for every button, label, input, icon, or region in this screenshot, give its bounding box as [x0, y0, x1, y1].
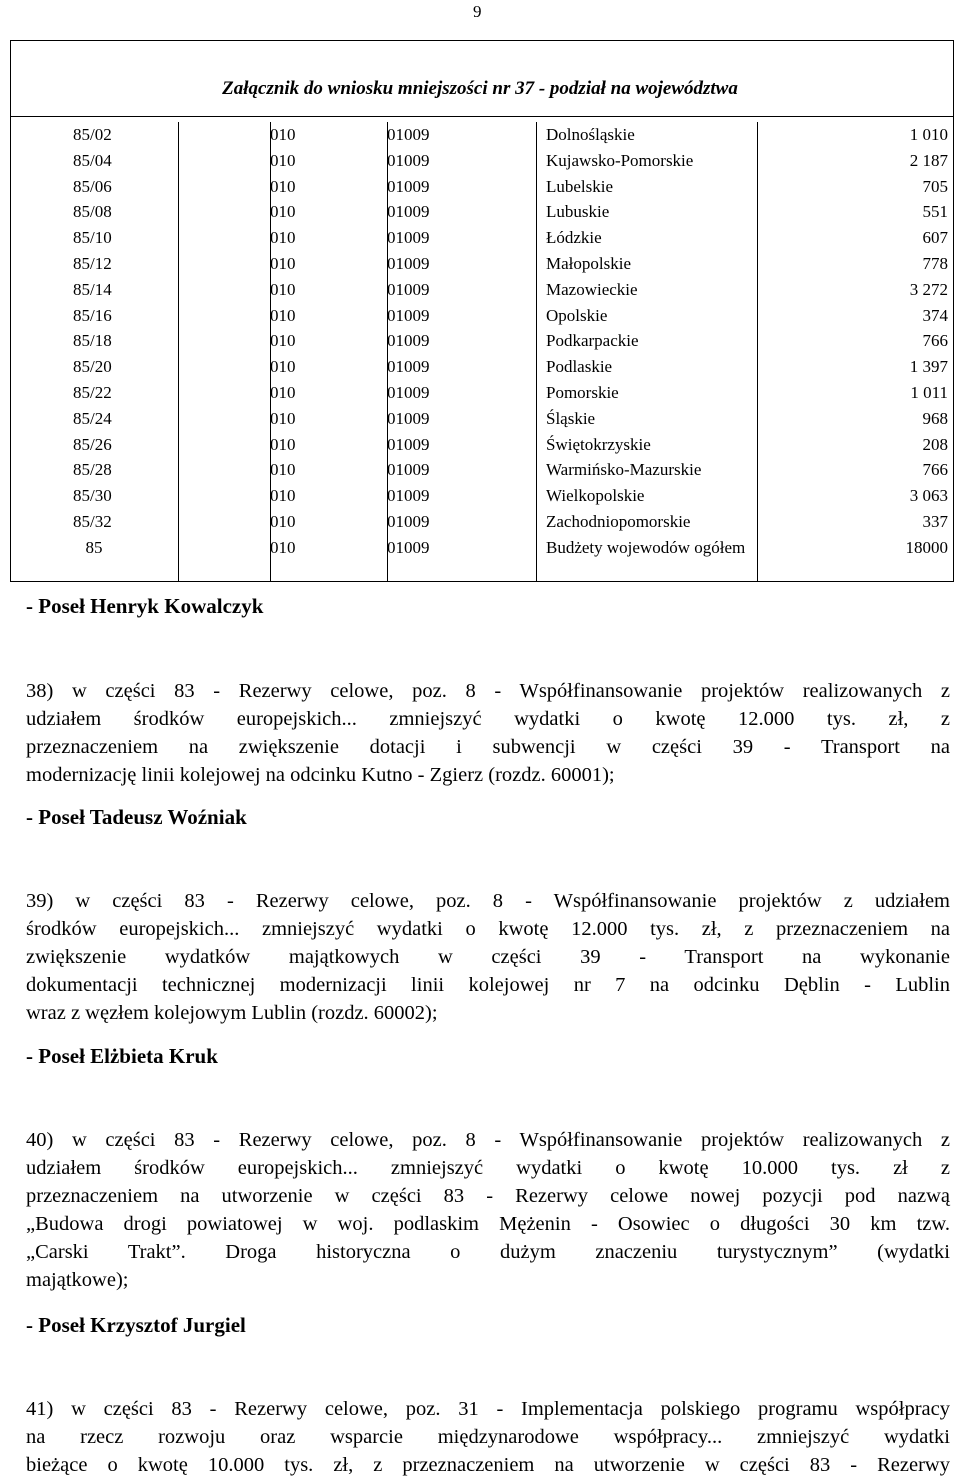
- cell-section: 010: [270, 253, 296, 273]
- cell-value: 1 010: [909, 125, 948, 144]
- cell-section: 010: [270, 202, 296, 222]
- cell-code: 85/30: [73, 486, 112, 506]
- cell-chapter: 01009: [387, 125, 430, 144]
- cell-chapter: 01009: [387, 176, 430, 196]
- table-row: [10, 432, 954, 458]
- cell-region: Warmińsko-Mazurskie: [546, 460, 702, 480]
- cell-section: 010: [270, 408, 296, 428]
- cell-chapter: 01009: [387, 460, 430, 480]
- paragraph-line: 39) w części 83 - Rezerwy celowe, poz. 8 - Współfinansowanie projektów z udziałem: [26, 890, 950, 912]
- cell-value: 968: [922, 408, 948, 428]
- cell-code: 85/04: [73, 150, 112, 170]
- cell-chapter: 01009: [387, 486, 430, 506]
- table-row: [10, 509, 954, 535]
- cell-section: 010: [270, 331, 296, 351]
- cell-code: 85/26: [73, 434, 112, 454]
- cell-section: 010: [270, 537, 296, 557]
- cell-chapter: 01009: [387, 331, 430, 351]
- cell-code: 85/18: [73, 331, 112, 351]
- cell-chapter: 01009: [387, 150, 430, 170]
- cell-value: 778: [922, 253, 948, 273]
- cell-region: Wielkopolskie: [546, 486, 645, 506]
- cell-chapter: 01009: [387, 537, 430, 557]
- cell-value: 607: [922, 228, 948, 248]
- cell-region: Podlaskie: [546, 357, 613, 377]
- cell-value: 208: [922, 434, 948, 454]
- speaker-name: - Poseł Krzysztof Jurgiel: [26, 1313, 246, 1337]
- paragraph-line: „Budowa drogi powiatowej w woj. podlaskim Mężenin - Osowiec o długości 30 km tzw.: [26, 1213, 950, 1235]
- paragraph-line: udziałem środków europejskich... zmniejszyć wydatki o kwotę 12.000 tys. zł, z: [26, 708, 950, 730]
- cell-code: 85/22: [73, 382, 112, 402]
- paragraph-line: środków europejskich... zmniejszyć wydatki o kwotę 12.000 tys. zł, z przeznaczeniem na: [26, 918, 950, 940]
- cell-region: Pomorskie: [546, 382, 619, 402]
- table-row: [10, 148, 954, 174]
- cell-section: 010: [270, 460, 296, 480]
- cell-value: 3 272: [909, 279, 948, 299]
- cell-code: 85/28: [73, 460, 112, 480]
- cell-section: 010: [270, 305, 296, 325]
- cell-value: 3 063: [909, 486, 948, 506]
- cell-value: 18000: [905, 537, 948, 557]
- cell-code: 85/24: [73, 408, 112, 428]
- table-row: [10, 457, 954, 483]
- table-row: [10, 303, 954, 329]
- paragraph-line: majątkowe);: [26, 1269, 129, 1291]
- cell-chapter: 01009: [387, 228, 430, 248]
- page-number: 9: [473, 2, 482, 21]
- table-row: [10, 174, 954, 200]
- paragraph-line: przeznaczeniem na zwiększenie dotacji i subwencji w części 39 - Transport na: [26, 736, 950, 758]
- cell-code: 85/02: [73, 125, 112, 144]
- paragraph-line: wraz z węzłem kolejowym Lublin (rozdz. 60002);: [26, 1002, 438, 1024]
- cell-code: 85: [85, 537, 103, 557]
- annex-title: Załącznik do wniosku mniejszości nr 37 - podział na województwa: [222, 78, 738, 99]
- cell-chapter: 01009: [387, 434, 430, 454]
- cell-section: 010: [270, 486, 296, 506]
- cell-chapter: 01009: [387, 357, 430, 377]
- cell-region: Budżety wojewodów ogółem: [546, 537, 746, 557]
- cell-code: 85/16: [73, 305, 112, 325]
- cell-chapter: 01009: [387, 511, 430, 531]
- cell-chapter: 01009: [387, 408, 430, 428]
- table-row: [10, 122, 954, 148]
- cell-section: 010: [270, 228, 296, 248]
- cell-value: 2 187: [909, 150, 948, 170]
- cell-region: Śląskie: [546, 408, 596, 428]
- amendment-paragraph: [26, 677, 950, 789]
- cell-region: Małopolskie: [546, 253, 631, 273]
- amendment-paragraph: [26, 1395, 950, 1479]
- cell-section: 010: [270, 176, 296, 196]
- amendment-paragraph: [26, 887, 950, 1027]
- cell-region: Podkarpackie: [546, 331, 639, 351]
- cell-value: 1 011: [910, 382, 948, 402]
- amendment-paragraph: [26, 1126, 950, 1294]
- cell-region: Mazowieckie: [546, 279, 638, 299]
- cell-value: 551: [922, 202, 948, 222]
- cell-chapter: 01009: [387, 202, 430, 222]
- paragraph-line: dokumentacji technicznej modernizacji linii kolejowej nr 7 na odcinku Dęblin - Lublin: [26, 974, 950, 996]
- paragraph-line: przeznaczeniem na utworzenie w części 83 - Rezerwy celowe nowej pozycji pod nazwą: [26, 1185, 950, 1207]
- paragraph-line: 41) w części 83 - Rezerwy celowe, poz. 31 - Implementacja polskiego programu współpracy: [26, 1398, 950, 1420]
- paragraph-line: 40) w części 83 - Rezerwy celowe, poz. 8 - Współfinansowanie projektów realizowanych z: [26, 1129, 950, 1151]
- speaker-name: - Poseł Elżbieta Kruk: [26, 1044, 218, 1068]
- cell-code: 85/32: [73, 511, 112, 531]
- cell-region: Opolskie: [546, 305, 608, 325]
- table-row: [10, 225, 954, 251]
- cell-region: Lubuskie: [546, 202, 610, 222]
- cell-value: 766: [922, 460, 948, 480]
- cell-section: 010: [270, 279, 296, 299]
- speaker-name: - Poseł Tadeusz Woźniak: [26, 805, 247, 829]
- paragraph-line: udziałem środków europejskich... zmniejszyć wydatki o kwotę 10.000 tys. zł z: [26, 1157, 950, 1179]
- cell-value: 766: [922, 331, 948, 351]
- table-row: [10, 406, 954, 432]
- cell-region: Kujawsko-Pomorskie: [546, 150, 694, 170]
- cell-chapter: 01009: [387, 382, 430, 402]
- paragraph-line: na rzecz rozwoju oraz wsparcie międzynarodowe współpracy... zmniejszyć wydatki: [26, 1426, 950, 1448]
- cell-section: 010: [270, 382, 296, 402]
- table-row: [10, 251, 954, 277]
- cell-region: Dolnośląskie: [546, 125, 635, 144]
- table-row-total: [10, 535, 954, 585]
- cell-code: 85/12: [73, 253, 112, 273]
- cell-section: 010: [270, 150, 296, 170]
- table-row: [10, 328, 954, 354]
- cell-region: Zachodniopomorskie: [546, 511, 691, 531]
- cell-section: 010: [270, 434, 296, 454]
- annex-table-rows: [10, 122, 954, 585]
- cell-section: 010: [270, 511, 296, 531]
- cell-value: 374: [922, 305, 948, 325]
- paragraph-line: 38) w części 83 - Rezerwy celowe, poz. 8 - Współfinansowanie projektów realizowanych z: [26, 680, 950, 702]
- cell-chapter: 01009: [387, 279, 430, 299]
- speaker-name: - Poseł Henryk Kowalczyk: [26, 594, 264, 618]
- cell-section: 010: [270, 357, 296, 377]
- cell-section: 010: [270, 125, 296, 144]
- table-row: [10, 483, 954, 509]
- cell-code: 85/20: [73, 357, 112, 377]
- table-row: [10, 380, 954, 406]
- cell-code: 85/06: [73, 176, 112, 196]
- paragraph-line: zwiększenie wydatków majątkowych w części 39 - Transport na wykonanie: [26, 946, 950, 968]
- paragraph-line: modernizację linii kolejowej na odcinku Kutno - Zgierz (rozdz. 60001);: [26, 764, 615, 786]
- table-row: [10, 199, 954, 225]
- cell-region: Łódzkie: [546, 228, 602, 248]
- cell-region: Świętokrzyskie: [546, 434, 651, 454]
- paragraph-line: „Carski Trakt”. Droga historyczna o dużym znaczeniu turystycznym” (wydatki: [26, 1241, 950, 1263]
- cell-chapter: 01009: [387, 253, 430, 273]
- table-row: [10, 354, 954, 380]
- table-row: [10, 277, 954, 303]
- cell-value: 705: [922, 176, 948, 196]
- cell-code: 85/08: [73, 202, 112, 222]
- paragraph-line: bieżące o kwotę 10.000 tys. zł, z przeznaczeniem na utworzenie w części 83 - Rezerwy: [26, 1454, 950, 1476]
- cell-code: 85/10: [73, 228, 112, 248]
- annex-title-divider: [10, 116, 954, 117]
- cell-code: 85/14: [73, 279, 112, 299]
- cell-value: 1 397: [909, 357, 948, 377]
- cell-region: Lubelskie: [546, 176, 614, 196]
- cell-chapter: 01009: [387, 305, 430, 325]
- cell-value: 337: [922, 511, 948, 531]
